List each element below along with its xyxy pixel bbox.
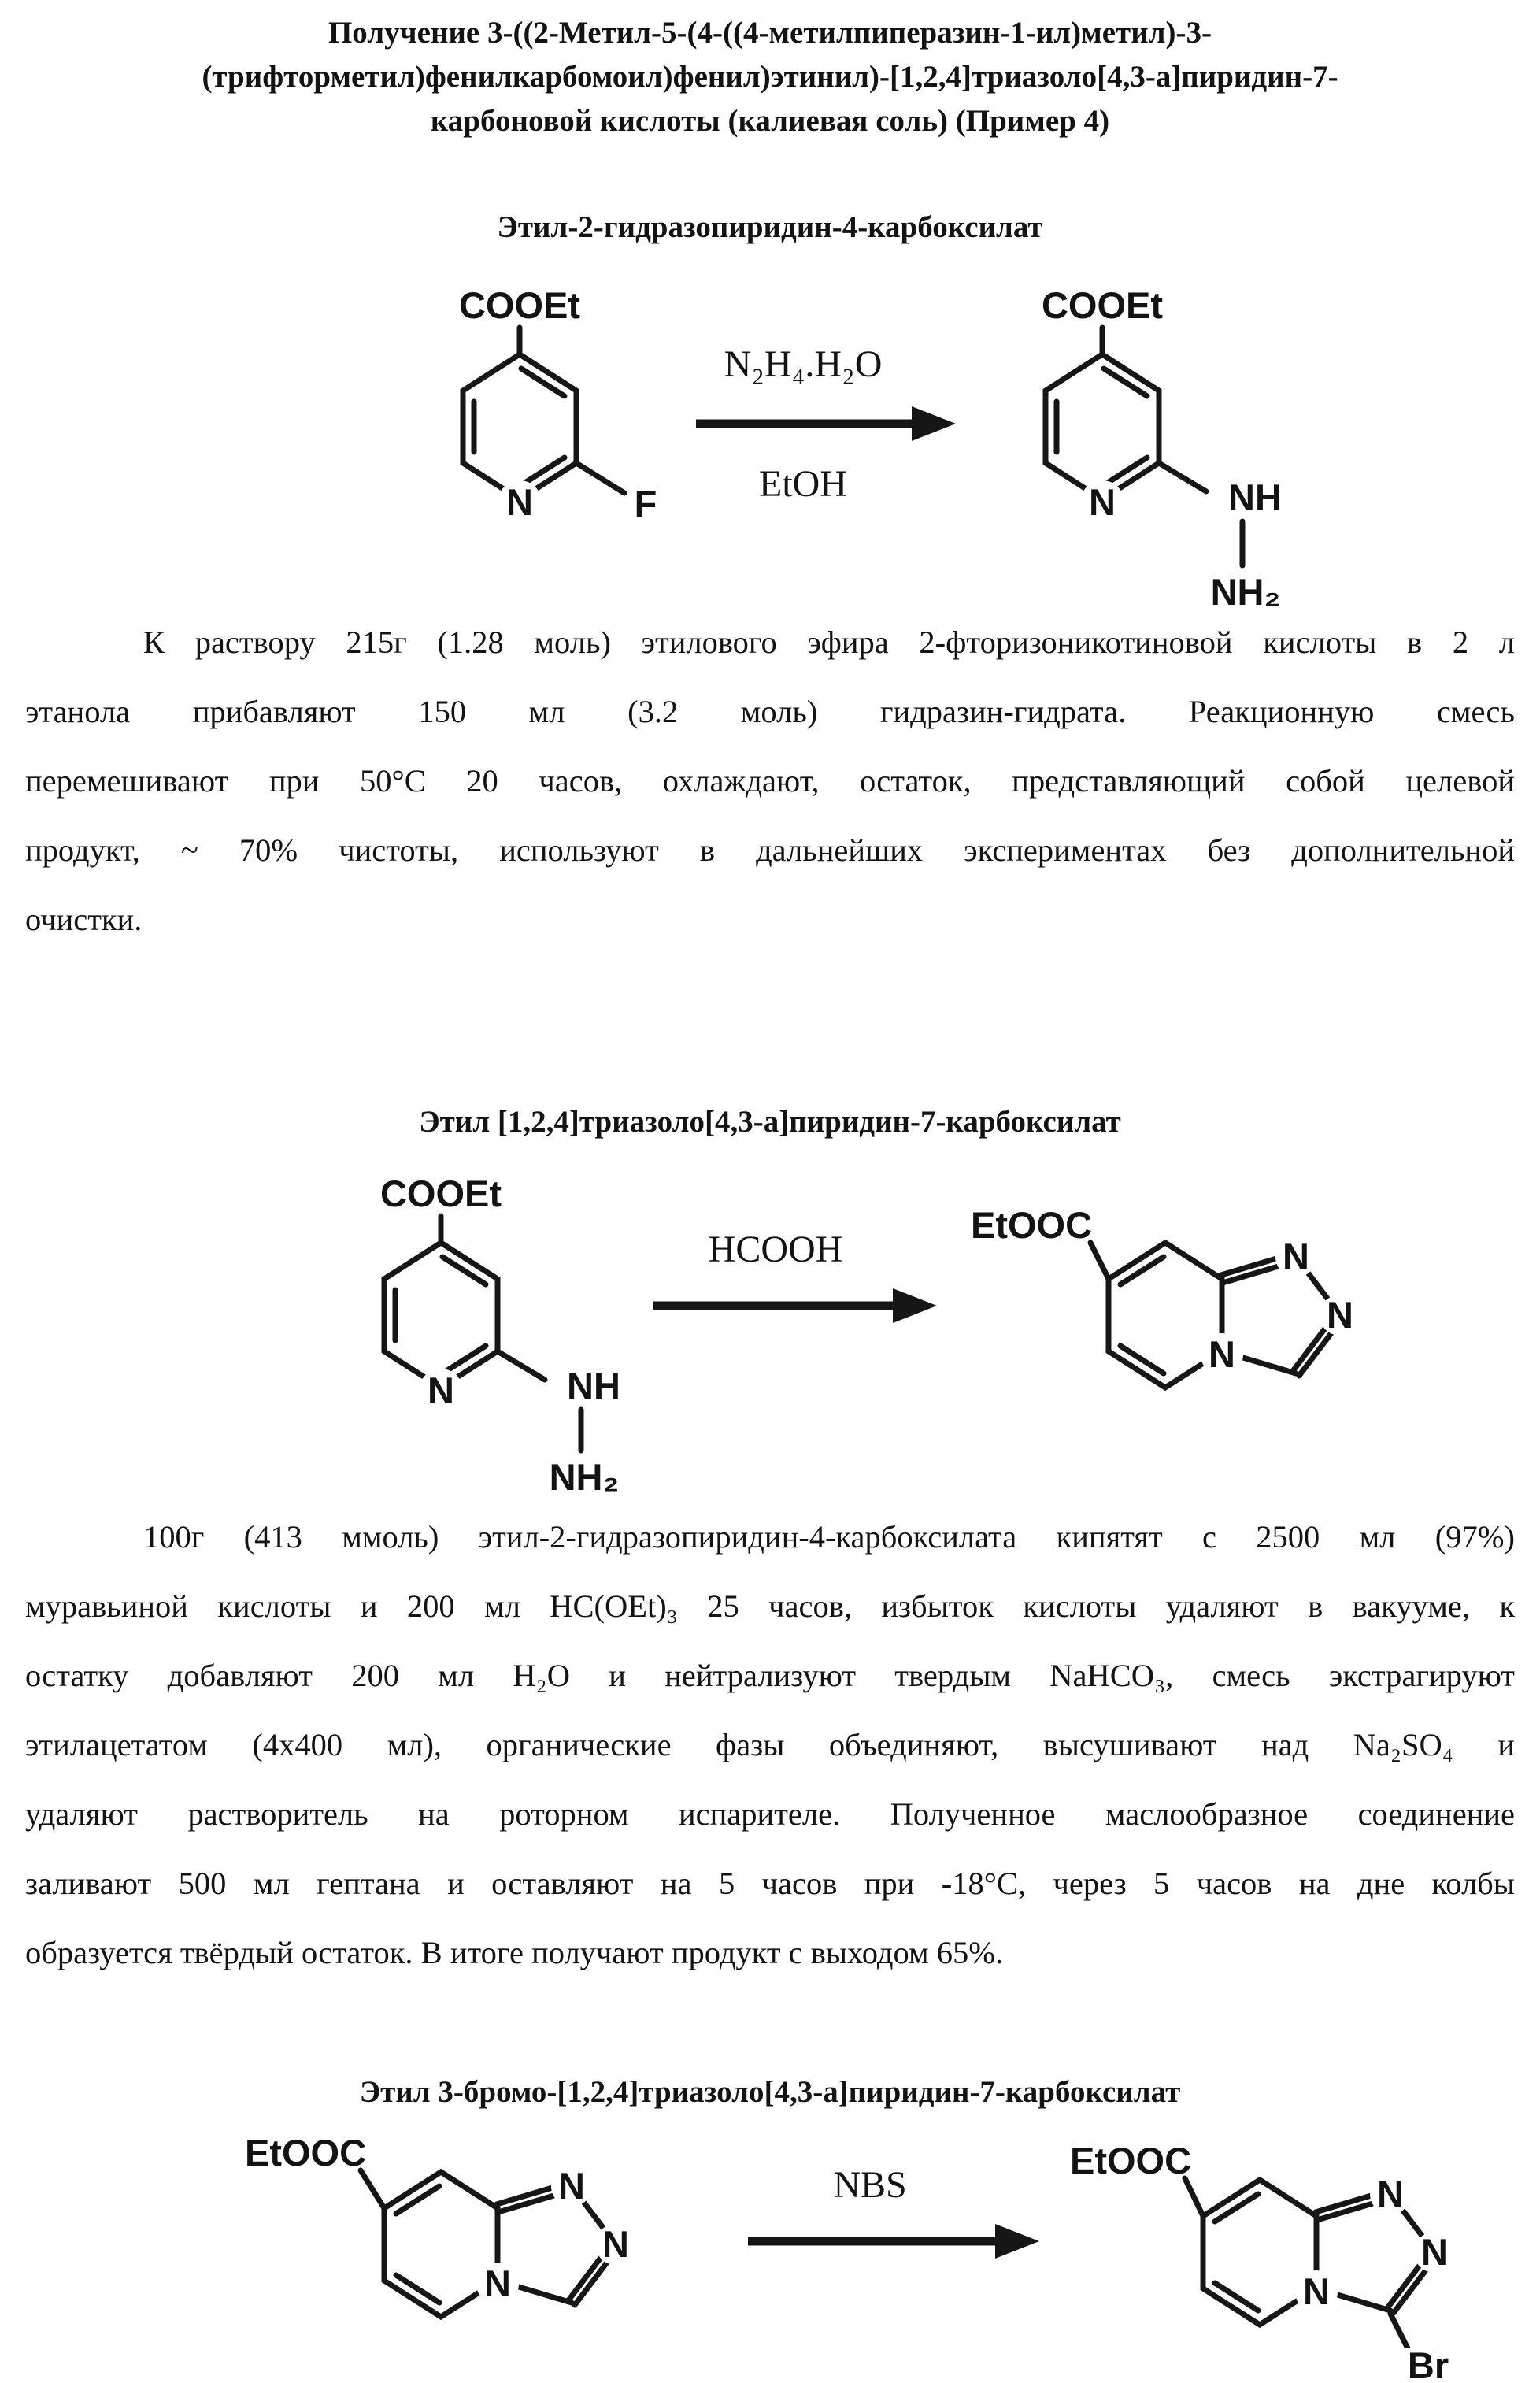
ester-bond [361, 2170, 384, 2208]
title-line-1: Получение 3-((2-Метил-5-(4-((4-метилпиперазин-1-ил)метил)-3- [328, 16, 1212, 50]
n2-label: N [1327, 1294, 1353, 1336]
scheme-3 [0, 2115, 1540, 2383]
reaction-arrow-3 [748, 2164, 1039, 2259]
ring-nitrogen-label: N [428, 1369, 454, 1411]
p1-line: этанола прибавляют 150 мл (3.2 моль) гидразин-гидрата. Реакционную смесь [25, 694, 1515, 729]
nh2-label: NH₂ [549, 1456, 620, 1498]
n2-label: N [1421, 2231, 1448, 2273]
hydrazine-bond [1159, 463, 1206, 491]
title-line-2: (трифторметил)фенилкарбомоил)фенил)этинил)-[1,2,4]триазоло[4,3-а]пиридин-7- [202, 60, 1338, 94]
scheme1-reactant-structure [459, 284, 665, 524]
bridge-n-label: N [484, 2263, 511, 2304]
reagent-above-label: HCOOH [708, 1229, 843, 1270]
etooc-label: EtOOC [1069, 2140, 1192, 2181]
cooet-label: COOEt [458, 284, 581, 326]
reaction-arrow-2 [653, 1229, 937, 1323]
scheme1-product-structure [1042, 284, 1301, 616]
p1-line: К раствору 215г (1.28 моль) этилового эфира 2-фторизоникотиновой кислоты в 2 л [143, 624, 1515, 660]
pyridine-ring [384, 1243, 498, 1388]
ester-bond [1185, 2178, 1203, 2216]
ring-nitrogen-label: N [506, 481, 533, 523]
pyridine-ring [1046, 354, 1159, 499]
fluorine-label: F [634, 483, 657, 524]
bridge-n-label: N [1303, 2270, 1330, 2312]
double-bonds [1120, 1257, 1164, 1373]
reagent-above-label: NBS [833, 2164, 907, 2206]
double-bonds [395, 1257, 486, 1373]
double-bonds [1057, 369, 1147, 485]
section2-heading: Этил [1,2,4]триазоло[4,3-а]пиридин-7-карбоксилат [419, 1105, 1121, 1139]
section1-heading: Этил-2-гидразопиридин-4-карбоксилат [497, 210, 1043, 244]
pyridine-ring [463, 354, 576, 499]
p1-line: продукт, ~ 70% чистоты, используют в дальнейших экспериментах без дополнительной [25, 832, 1515, 868]
etooc-label: EtOOC [970, 1204, 1093, 1246]
double-bonds [396, 2186, 439, 2303]
scheme2-reactant-structure [380, 1173, 639, 1501]
p1-line: очистки. [25, 902, 143, 937]
nh2-label: NH₂ [1210, 571, 1281, 613]
p2-line: муравьиной кислоты и 200 мл HC(OEt)₃ 25 часов, избыток кислоты удаляют в вакууме, к [25, 1588, 1515, 1624]
arrowhead-icon [893, 1288, 937, 1323]
scheme3-reactant-structure [245, 2132, 636, 2317]
double-bonds [1215, 2194, 1258, 2311]
p2-line: заливают 500 мл гептана и оставляют на 5 часов при -18°С, через 5 часов на дне колбы [25, 1866, 1515, 1901]
p2-line: образуется твёрдый остаток. В итоге получают продукт с выходом 65%. [25, 1935, 1004, 1970]
document-title [22, 11, 1518, 143]
arrowhead-icon [995, 2224, 1039, 2259]
double-bonds [474, 369, 565, 485]
scheme3-product-structure [1070, 2140, 1466, 2383]
p2-line: удаляют растворитель на роторном испарителе. Полученное маслообразное соединение [25, 1796, 1515, 1832]
n1-label: N [1377, 2173, 1404, 2214]
ring-nitrogen-label: N [1089, 481, 1116, 523]
hydrazine-bond [498, 1351, 545, 1380]
p2-line: этилацетатом (4x400 мл), органические фазы объединяют, высушивают над Na₂SO₄ и [25, 1727, 1515, 1762]
bromine-label: Br [1407, 2344, 1449, 2383]
n1-label: N [1283, 1236, 1309, 1277]
reagent-below-label: EtOH [759, 463, 847, 505]
etooc-label: EtOOC [244, 2132, 367, 2174]
n1-label: N [558, 2165, 585, 2207]
reagent-above-label: N₂H₄.H₂O [724, 343, 883, 385]
p2-line: остатку добавляют 200 мл H₂O и нейтрализуют твердым NaHCO₃, смесь экстрагируют [25, 1658, 1515, 1693]
paragraph-2 [25, 1503, 1515, 1988]
nh-label: NH [567, 1365, 620, 1406]
cooet-label: COOEt [379, 1173, 502, 1214]
bridge-n-label: N [1209, 1333, 1235, 1375]
p2-line: 100г (413 ммоль) этил-2-гидразопиридин-4-карбоксилата кипятят с 2500 мл (97%) [143, 1519, 1515, 1555]
ester-bond [1090, 1243, 1109, 1279]
fluorine-bond [576, 463, 624, 493]
reaction-arrow-1 [696, 343, 956, 505]
section3-heading: Этил 3-бромо-[1,2,4]триазоло[4,3-а]пиридин-7-карбоксилат [359, 2075, 1181, 2109]
nh-label: NH [1228, 476, 1282, 518]
scheme-1 [0, 277, 1540, 627]
p1-line: перемешивают при 50°С 20 часов, охлаждают, остаток, представляющий собой целевой [25, 763, 1515, 799]
cooet-label: COOEt [1041, 284, 1164, 326]
arrowhead-icon [912, 406, 956, 441]
n2-label: N [602, 2223, 629, 2265]
scheme2-product-structure [971, 1204, 1360, 1388]
scheme-2 [0, 1164, 1540, 1504]
paragraph-1 [25, 608, 1515, 954]
title-line-3: карбоновой кислоты (калиевая соль) (Пример 4) [430, 104, 1110, 138]
